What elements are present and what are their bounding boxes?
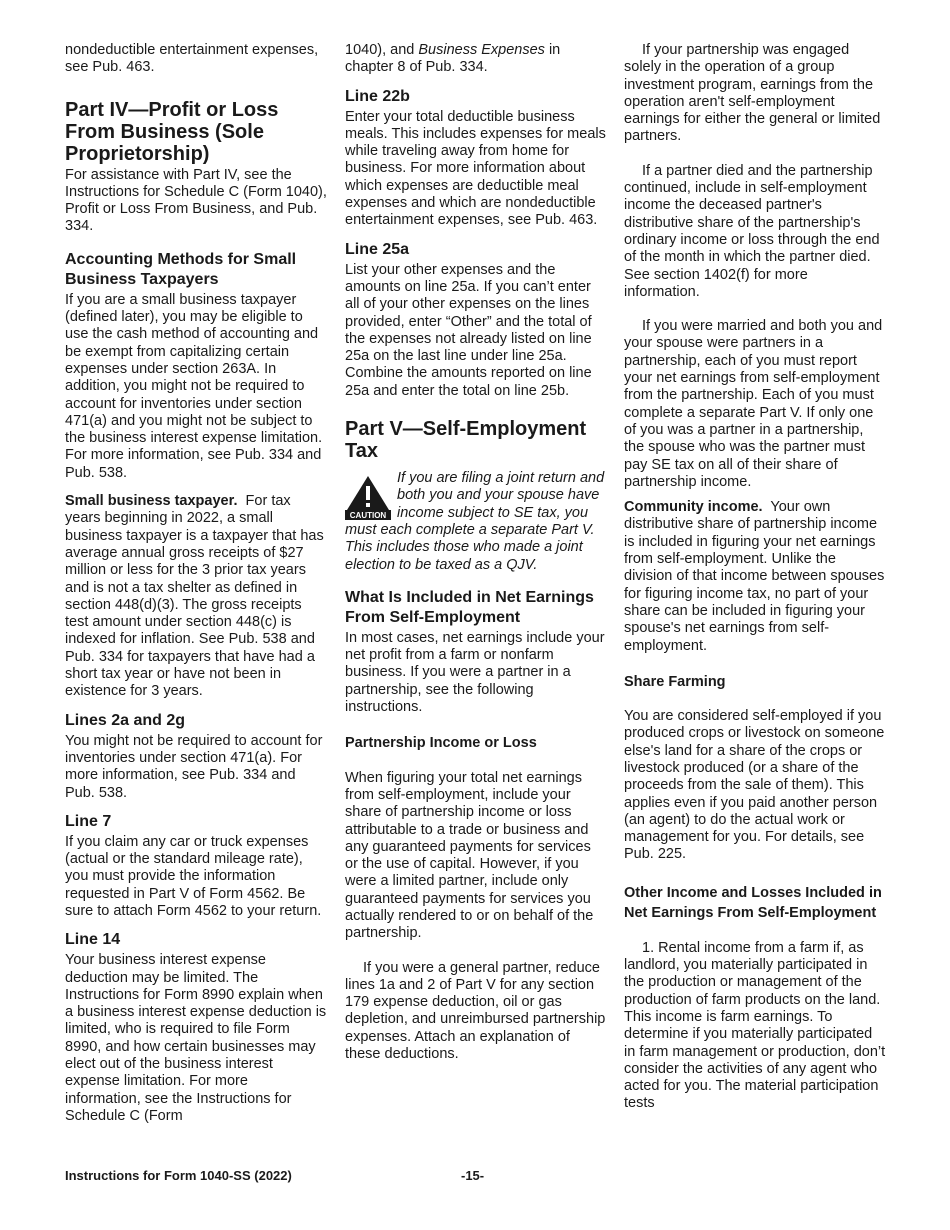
line-14-heading: Line 14 [65,931,121,949]
share-farming-heading: Share Farming [624,673,726,690]
rental-income-item: 1. Rental income from a farm if, as landlord, you materially participated in the production or management of the production of farm products on the land. This income is farm earnings. To determine if you materially participated in farm management or production, don’t consider the activities of any agent who acted for you. The material participation tests [624,939,886,1112]
part-iv-heading: Part IV—Profit or Loss From Business (Sole Proprietorship) [65,98,279,165]
partnership-income-text: When figuring your total net earnings from self-employment, include your share of partnership income or loss attributable to a trade or business and any guaranteed payments for services or the use of capital. However, if you were a limited partner, include only guaranteed payments for services you actually rendered to or on behalf of the partnership. [345,769,594,942]
line-22b-text: Enter your total deductible business meals. This includes expenses for meals while traveling away from home for business. For more information about which expenses are deductible meal expenses and which are nondeductible entertainment expenses, see Pub. 463. [345,108,606,229]
line-25a-heading: Line 25a [345,240,410,258]
column-2 [345,42,607,1063]
line-7-text: If you claim any car or truck expenses (actual or the standard mileage rate), you must provide the information requested in Part V of Form 4562. Be sure to attach Form 4562 to your return. [65,833,322,919]
partnership-income-heading: Partnership Income or Loss [345,735,537,752]
what-is-included-heading: What Is Included in Net Earnings From Self-Employment [345,588,594,626]
community-income-text: Your own distributive share of partnership income is included in figuring your net earnings from self-employment. Unlike the division of that income between spouses for figuring income tax, no part of your share can be included in figuring your spouse's net earnings from self-employment. [624,499,885,654]
other-income-heading: Other Income and Losses Included in Net Earnings From Self-Employment [624,884,882,921]
what-is-included-text: In most cases, net earnings include your net profit from a farm or nonfarm business. If you were a partner in a partnership, see the following instructions. [345,629,605,716]
community-income-runin: Community income. [624,499,763,516]
line-14-text: Your business interest expense deduction may be limited. The Instructions for Form 8990 explain when a business interest expense deduction is limited, who is required to file Form 8990, and how certain businesses may elect out of the business interest expense limitation. For more information, see the Instructions for Schedule C (Form [65,952,327,1124]
accounting-methods-text: If you are a small business taxpayer (defined later), you may be eligible to use the cash method of accounting and be exempt from capitalizing certain expenses under section 263A. In addition, you might not be required to account for inventories under section 471(a) and you might not be subject to the business interest expense limitation. For more information, see Pub. 334 and Pub. 538. [65,291,323,481]
column-1 [65,42,327,1125]
footer-form-title: Instructions for Form 1040-SS (2022) [65,1168,292,1183]
column-3 [624,42,886,1113]
continued-text [345,42,607,77]
part-iv-text: For assistance with Part IV, see the Instructions for Schedule C (Form 1040), Profit or Loss From Business, and Pub. 334. [65,166,327,235]
married-partners-text: If you were married and both you and your spouse were partners in a partnership, each of you must report your net earnings from self-employment from the partnership. Each of you must complete a separate Part V. If only one of you was a partner in a partnership, the spouse who was the partner must pay SE tax on all of their share of partnership income. [624,318,883,490]
community-income-paragraph [624,499,886,655]
group-investment-text: If your partnership was engaged solely in the operation of a group investment program, earnings from the operation aren't self-employment earnings for either the general or limited partners. [624,42,881,145]
caution-block [345,470,607,574]
page-number: -15- [461,1168,485,1183]
caution-text: If you are filing a joint return and both you and your spouse have income subject to SE tax, you must each complete a separate Part V. This includes those who made a joint election to be taxed as a QJV. [345,470,605,573]
line-22b-heading: Line 22b [345,87,410,105]
continued-text-a: 1040), and [345,42,419,58]
general-partner-text: If you were a general partner, reduce lines 1a and 2 of Part V for any section 179 expense deduction, oil or gas depletion, and unreimbursed partnership expenses. Attach an explanation of these deductions. [345,959,606,1063]
line-7-heading: Line 7 [65,812,112,830]
continued-text-b: in chapter 8 of Pub. 334. [345,42,561,76]
continued-text: nondeductible entertainment expenses, see Pub. 463. [65,42,319,76]
caution-icon [345,474,391,520]
line-25a-text: List your other expenses and the amounts on line 25a. If you can’t enter all of your other expenses on the lines provided, enter “Other” and the total of the expenses not already listed on line 25a on the last line under line 25a. Combine the amounts reported on line 25a and enter the total on line 25b. [345,261,592,399]
share-farming-text: You are considered self-employed if you produced crops or livestock on someone else's land for a share of the crops or livestock produced (or a share of the proceeds from the sale of them). This applies even if you paid another person (an agent) to do the actual work or management for you. For details, see Pub. 225. [624,708,885,863]
small-business-taxpayer-runin: Small business taxpayer. [65,493,238,510]
small-business-taxpayer-paragraph [65,493,327,701]
lines-2a-2g-text: You might not be required to account for inventories under section 471(a). For more information, see Pub. 334 and Pub. 538. [65,732,323,801]
small-business-taxpayer-text: For tax years beginning in 2022, a small business taxpayer is a taxpayer that has average annual gross receipts of $27 million or less for the 3 prior tax years and is not a tax shelter as defined in section 448(d)(3). The gross receipts test amount under section 448(c) is indexed for inflation. See Pub. 538 and Pub. 334 for taxpayers that have had a short tax year or have not been in existence for 3 years. [65,493,324,700]
lines-2a-2g-heading: Lines 2a and 2g [65,711,186,729]
partner-died-text: If a partner died and the partnership continued, include in self-employment income the deceased partner's distributive share of the partnership's ordinary income or loss through the end of the month in which the partner died. See section 1402(f) for more information. [624,162,880,300]
caution-label: CAUTION [349,511,387,521]
business-expenses-title: Business Expenses [418,42,545,58]
part-v-heading: Part V—Self-Employment Tax [345,418,587,463]
accounting-methods-heading: Accounting Methods for Small Business Taxpayers [65,250,297,288]
